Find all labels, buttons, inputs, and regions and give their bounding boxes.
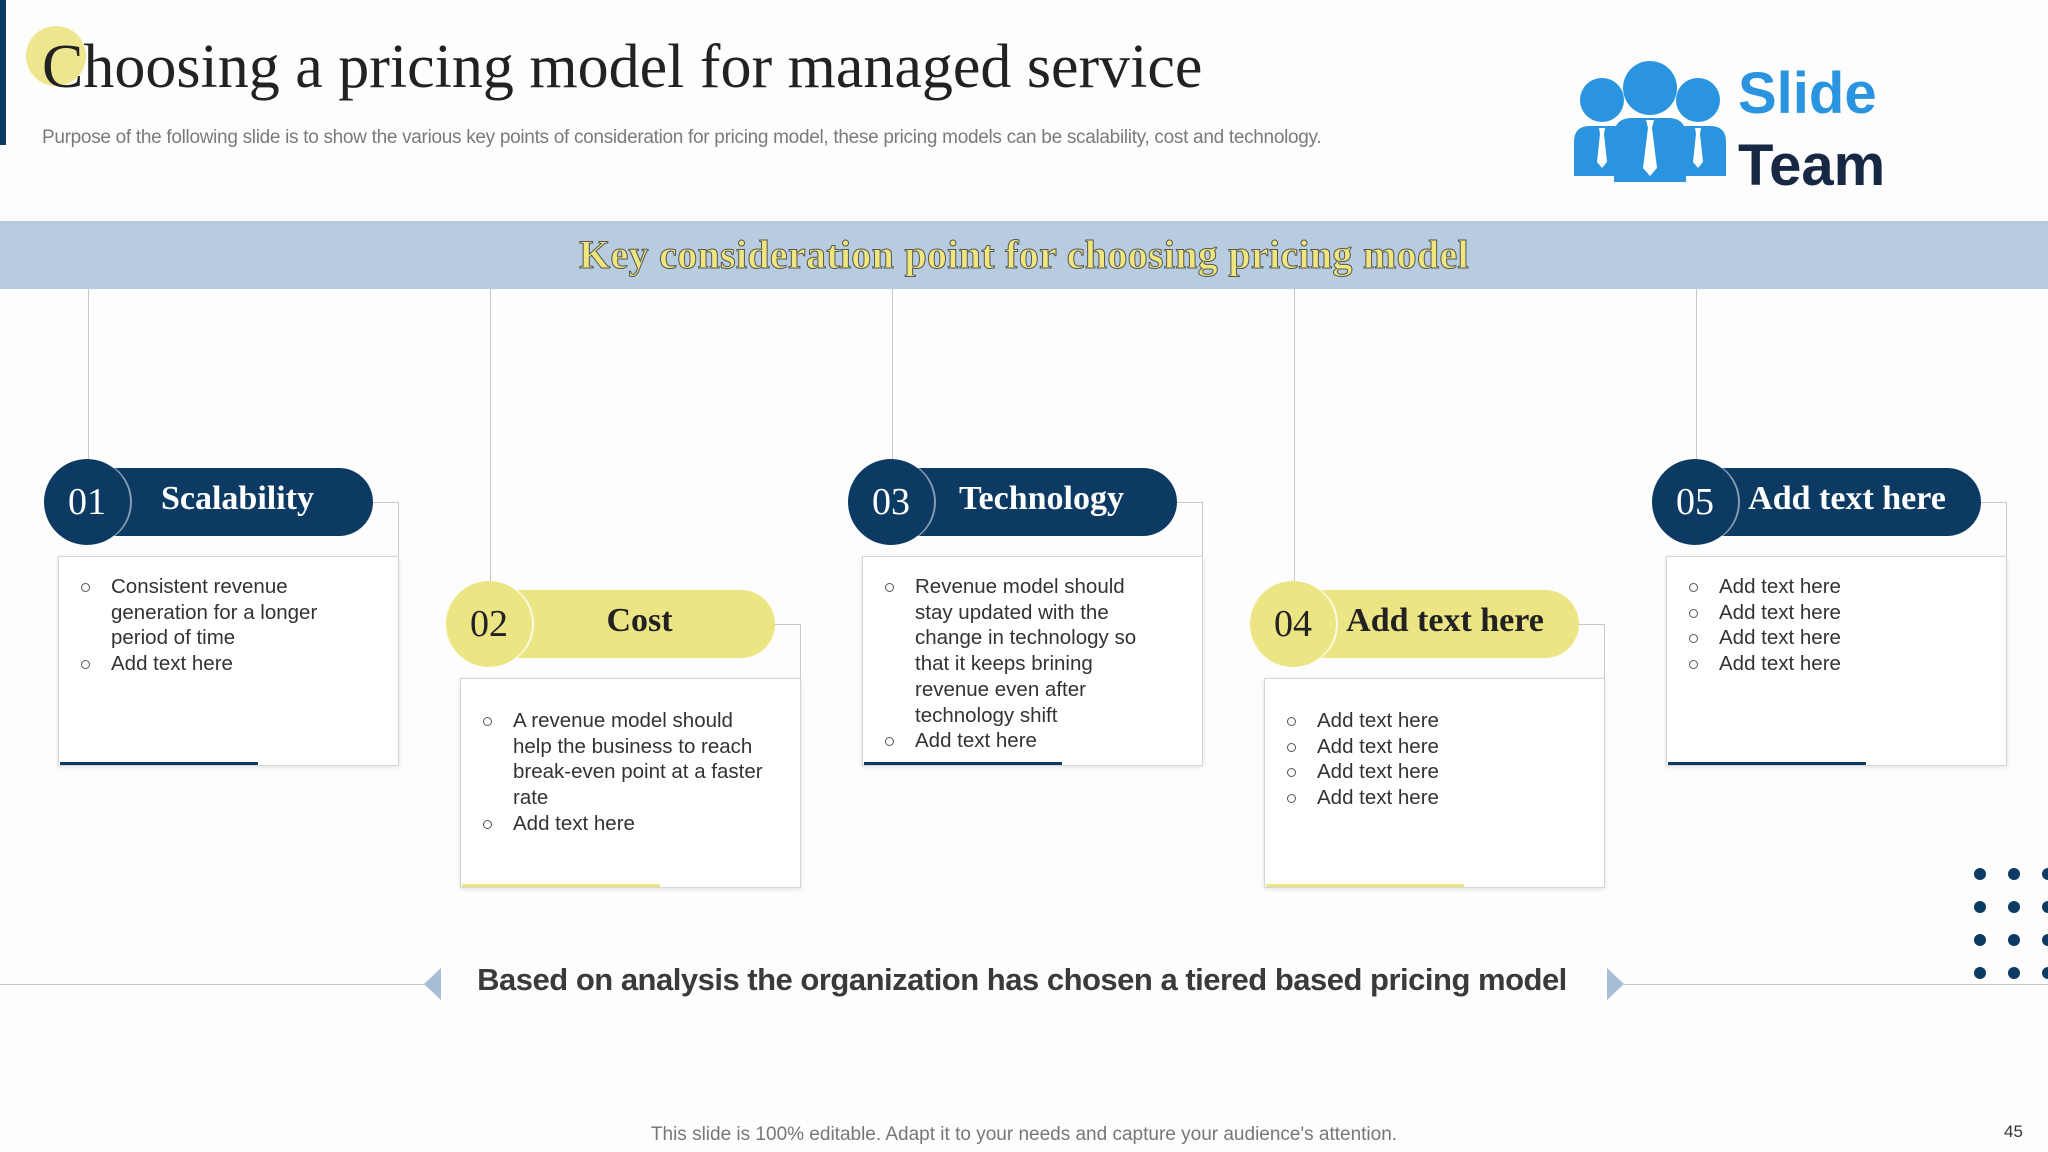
card-item-05: [1666, 556, 2007, 766]
card-cost: [460, 678, 801, 888]
bullet-item: Consistent revenue generation for a longer period of time: [81, 574, 351, 651]
dot: [2042, 934, 2048, 946]
card-underline: [60, 762, 258, 765]
arrow-left-icon: [424, 968, 441, 1000]
conclusion-text: Based on analysis the organization has chosen a tiered based pricing model: [477, 962, 1567, 997]
item-label: Add text here: [1346, 602, 1544, 639]
item-number: 01: [44, 459, 130, 545]
item-number: 02: [446, 581, 532, 667]
bullet-item: Add text here: [1689, 574, 1969, 600]
logo-text-slide: Slide: [1738, 61, 1877, 126]
dot: [2042, 868, 2048, 880]
section-band-title: Key consideration point for choosing pricing model: [579, 232, 1469, 277]
bullet-item: A revenue model should help the business to reach break-even point at a faster rate: [483, 708, 773, 811]
card-scalability: [58, 556, 399, 766]
conclusion-line-right: [1624, 984, 2048, 985]
connector-line: [1294, 289, 1295, 582]
item-number: 05: [1652, 459, 1738, 545]
item-label: Cost: [606, 602, 673, 639]
item-label: Add text here: [1748, 480, 1946, 517]
accent-bar: [0, 0, 6, 145]
dot: [1974, 967, 1986, 979]
bullet-list: [1287, 708, 1577, 811]
dot: [2042, 901, 2048, 913]
item-number: 04: [1250, 581, 1336, 667]
bullet-item: Add text here: [1689, 651, 1969, 677]
bullet-item: Add text here: [81, 651, 351, 677]
card-technology: [862, 556, 1203, 766]
item-number: 03: [848, 459, 934, 545]
dot: [1974, 934, 1986, 946]
logo-text-team: Team: [1738, 133, 1886, 198]
page-title: Choosing a pricing model for managed service: [42, 33, 1203, 101]
bullet-list: [81, 574, 351, 677]
bullet-item: Add text here: [885, 728, 1165, 754]
card-underline: [1668, 762, 1866, 765]
page-subtitle: Purpose of the following slide is to show the various key points of consideration for pricing model, these pricing models can be scalability, cost and technology.: [42, 127, 1322, 148]
bullet-item: Add text here: [483, 811, 773, 837]
arrow-right-icon: [1607, 968, 1624, 1000]
bullet-item: Add text here: [1287, 785, 1577, 811]
bullet-item: Add text here: [1287, 708, 1577, 734]
dot: [2042, 967, 2048, 979]
connector-line: [490, 289, 491, 582]
bullet-list: [1689, 574, 1969, 677]
card-underline: [462, 884, 660, 887]
people-team-icon: [1570, 58, 1730, 184]
connector-line: [1696, 289, 1697, 461]
footer-note: This slide is 100% editable. Adapt it to your needs and capture your audience's attention.: [650, 1124, 1398, 1145]
item-label: Technology: [958, 480, 1124, 517]
dot: [1974, 868, 1986, 880]
connector-line: [88, 289, 89, 461]
card-underline: [864, 762, 1062, 765]
dot: [2008, 868, 2020, 880]
page-number: 45: [2004, 1122, 2023, 1141]
connector-line: [892, 289, 893, 461]
item-label: Scalability: [160, 480, 315, 517]
card-item-04: [1264, 678, 1605, 888]
bullet-list: [483, 708, 773, 837]
bullet-list: [885, 574, 1165, 754]
card-underline: [1266, 884, 1464, 887]
bullet-item: Add text here: [1689, 625, 1969, 651]
dot: [1974, 901, 1986, 913]
dot: [2008, 901, 2020, 913]
bullet-item: Add text here: [1287, 734, 1577, 760]
dot: [2008, 934, 2020, 946]
dot: [2008, 967, 2020, 979]
bullet-item: Add text here: [1689, 600, 1969, 626]
bullet-item: Revenue model should stay updated with the change in technology so that it keeps brining revenue even after technology shift: [885, 574, 1165, 728]
bullet-item: Add text here: [1287, 759, 1577, 785]
conclusion-line-left: [0, 984, 425, 985]
